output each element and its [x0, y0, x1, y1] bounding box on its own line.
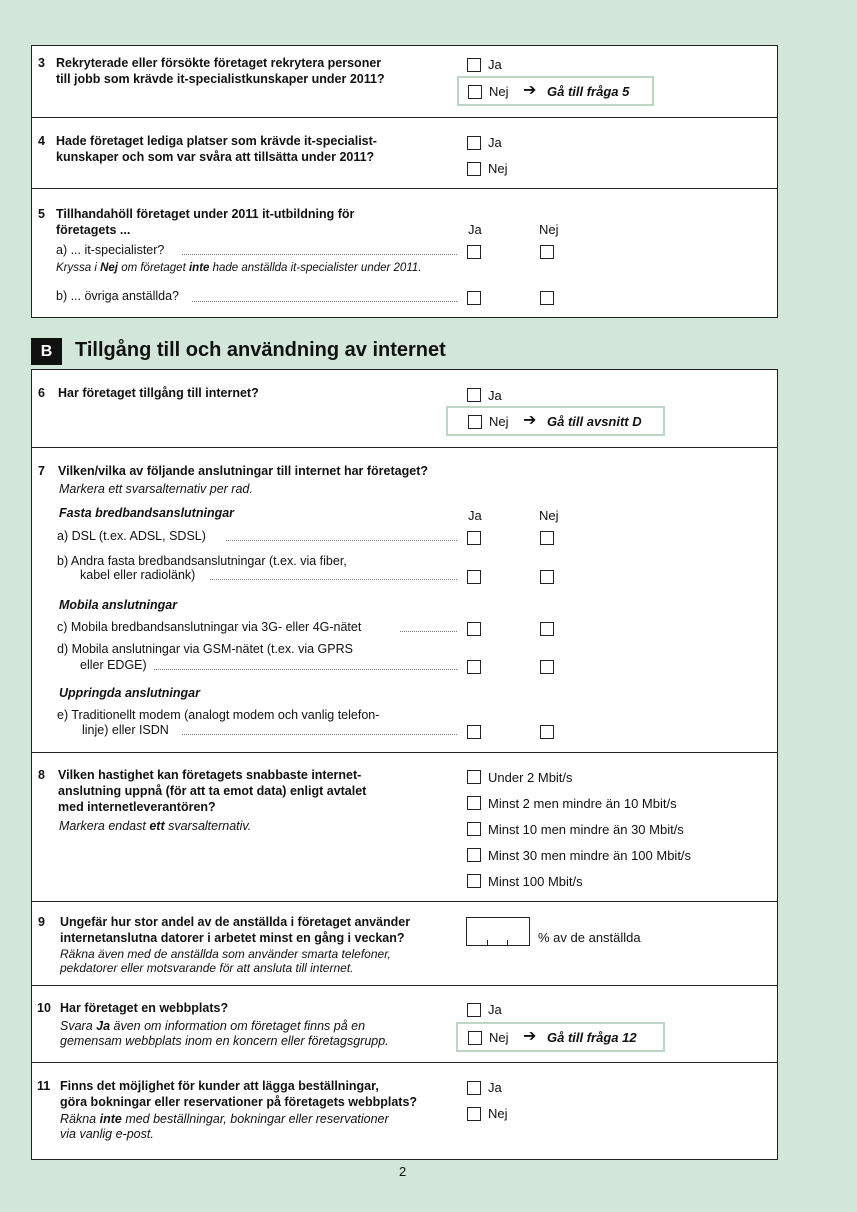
q7d-yes-checkbox[interactable] [467, 660, 481, 674]
q10-note: Svara Ja även om information om företaget finns på en gemensam webbplats inom en koncern eller företagsgrupp. [60, 1019, 389, 1048]
page-number: 2 [399, 1164, 407, 1179]
section-title: Tillgång till och användning av internet [75, 339, 446, 361]
q3-no-label: Nej [489, 84, 509, 99]
q6-number: 6 [38, 386, 45, 400]
q8-note: Markera endast ett svarsalternativ. [59, 819, 252, 833]
q8-question: Vilken hastighet kan företagets snabbaste internet- anslutning uppnå (för att ta emot data) enligt avtalet med internetleverantören? [58, 768, 367, 814]
q5a-yes-checkbox[interactable] [467, 245, 481, 259]
q11-question: Finns det möjlighet för kunder att lägga beställningar, göra bokningar eller reservationer på företagets webbplats? [60, 1079, 418, 1109]
q8-option-3-checkbox[interactable] [467, 822, 481, 836]
q7-item-c: c) Mobila bredbandsanslutningar via 3G- eller 4G-nätet [57, 620, 362, 634]
q7e-yes-checkbox[interactable] [467, 725, 481, 739]
q11-no-label: Nej [488, 1106, 508, 1121]
q10-question: Har företaget en webbplats? [60, 1001, 229, 1015]
q3-number: 3 [38, 56, 45, 70]
leader-dots [226, 540, 457, 541]
divider [32, 117, 777, 118]
q8-option-2-checkbox[interactable] [467, 796, 481, 810]
q6-question: Har företaget tillgång till internet? [58, 386, 259, 400]
q7-item-e-line2: linje) eller ISDN [82, 723, 169, 737]
q5a-no-checkbox[interactable] [540, 245, 554, 259]
q7-item-d-line1: d) Mobila anslutningar via GSM-nätet (t.ex. via GPRS [57, 642, 353, 656]
q6-yes-label: Ja [488, 388, 502, 403]
q3-question [56, 55, 385, 87]
q7-item-b-line1: b) Andra fasta bredbandsanslutningar (t.ex. via fiber, [57, 554, 347, 568]
q6-no-label: Nej [489, 414, 509, 429]
q10-goto: Gå till fråga 12 [547, 1030, 637, 1045]
q4-no-label: Nej [488, 161, 508, 176]
q7a-no-checkbox[interactable] [540, 531, 554, 545]
q4-question [56, 133, 377, 165]
q4-line2: kunskaper och som var svåra att tillsätta under 2011? [56, 150, 375, 164]
q7b-yes-checkbox[interactable] [467, 570, 481, 584]
q7c-no-checkbox[interactable] [540, 622, 554, 636]
section-letter-badge: B [31, 338, 62, 365]
divider [32, 1062, 777, 1063]
q5-col-yes: Ja [468, 222, 482, 237]
q8-option-5-checkbox[interactable] [467, 874, 481, 888]
leader-dots [154, 669, 457, 670]
q7-fixed-heading: Fasta bredbandsanslutningar [59, 506, 235, 520]
leader-dots [400, 631, 457, 632]
leader-dots [210, 579, 457, 580]
q7-item-e-line1: e) Traditionellt modem (analogt modem och vanlig telefon- [57, 708, 380, 722]
arrow-right-icon: ➔ [523, 412, 537, 429]
digit-tick [487, 940, 488, 945]
divider [32, 901, 777, 902]
q6-goto: Gå till avsnitt D [547, 414, 642, 429]
q9-unit-label: % av de anställda [538, 930, 641, 945]
q8-option-4-label: Minst 30 men mindre än 100 Mbit/s [488, 848, 692, 863]
q5-item-a: a) ... it-specialister? [56, 243, 165, 257]
q7-item-d-line2: eller EDGE) [80, 658, 147, 672]
q8-option-3-label: Minst 10 men mindre än 30 Mbit/s [488, 822, 684, 837]
q8-option-1-label: Under 2 Mbit/s [488, 770, 573, 785]
q8-number: 8 [38, 768, 45, 782]
q10-no-label: Nej [489, 1030, 509, 1045]
q10-yes-label: Ja [488, 1002, 502, 1017]
q7-mobile-heading: Mobila anslutningar [59, 598, 178, 612]
q10-number: 10 [37, 1001, 51, 1015]
q9-question: Ungefär hur stor andel av de anställda i företaget använder internetanslutna datorer i arbetet minst en gång i veckan? [60, 915, 411, 945]
leader-dots [182, 254, 457, 255]
q7-number: 7 [38, 464, 45, 478]
q6-yes-checkbox[interactable] [467, 388, 481, 402]
leader-dots [192, 301, 457, 302]
q5-item-b: b) ... övriga anställda? [56, 289, 179, 303]
q11-no-checkbox[interactable] [467, 1107, 481, 1121]
q7-col-no: Nej [539, 508, 559, 523]
q3-yes-label: Ja [488, 57, 502, 72]
q8-option-1-checkbox[interactable] [467, 770, 481, 784]
q4-no-checkbox[interactable] [467, 162, 481, 176]
divider [32, 188, 777, 189]
q9-percent-input[interactable] [466, 917, 530, 946]
q10-no-checkbox[interactable] [468, 1031, 482, 1045]
q7d-no-checkbox[interactable] [540, 660, 554, 674]
q3-line1: Rekryterade eller försökte företaget rekrytera personer [56, 56, 382, 70]
arrow-right-icon: ➔ [523, 82, 537, 99]
q5-line1: Tillhandahöll företaget under 2011 it-utbildning för [56, 207, 355, 221]
q7-item-b-line2: kabel eller radiolänk) [80, 568, 196, 582]
q7-dialup-heading: Uppringda anslutningar [59, 686, 200, 700]
q5-line2: företagets ... [56, 223, 131, 237]
q11-number: 11 [37, 1079, 51, 1093]
q4-number: 4 [38, 134, 45, 148]
divider [32, 985, 777, 986]
q5-number: 5 [38, 207, 45, 221]
q3-goto: Gå till fråga 5 [547, 84, 630, 99]
q11-yes-label: Ja [488, 1080, 502, 1095]
q3-yes-checkbox[interactable] [467, 58, 481, 72]
q3-no-checkbox[interactable] [468, 85, 482, 99]
q11-note: Räkna inte med beställningar, bokningar eller reservationer via vanlig e-post. [60, 1112, 389, 1141]
q5b-no-checkbox[interactable] [540, 291, 554, 305]
questions-6-11-box [31, 369, 778, 1160]
questions-3-5-box [31, 45, 778, 318]
q8-option-4-checkbox[interactable] [467, 848, 481, 862]
q3-line2: till jobb som krävde it-specialistkunskaper under 2011? [56, 72, 385, 86]
q5-question [56, 206, 354, 238]
q8-option-5-label: Minst 100 Mbit/s [488, 874, 583, 889]
q6-no-checkbox[interactable] [468, 415, 482, 429]
q7-col-yes: Ja [468, 508, 482, 523]
q4-line1: Hade företaget lediga platser som krävde it-specialist- [56, 134, 377, 148]
q10-yes-checkbox[interactable] [467, 1003, 481, 1017]
q6-skip-box [446, 406, 665, 436]
q7-item-a: a) DSL (t.ex. ADSL, SDSL) [57, 529, 206, 543]
q5-col-no: Nej [539, 222, 559, 237]
q7c-yes-checkbox[interactable] [467, 622, 481, 636]
divider [32, 752, 777, 753]
arrow-right-icon: ➔ [523, 1028, 537, 1045]
q5b-yes-checkbox[interactable] [467, 291, 481, 305]
q3-skip-box [457, 76, 654, 106]
q7a-yes-checkbox[interactable] [467, 531, 481, 545]
q7-question: Vilken/vilka av följande anslutningar till internet har företaget? [58, 464, 428, 478]
q4-yes-checkbox[interactable] [467, 136, 481, 150]
q8-option-2-label: Minst 2 men mindre än 10 Mbit/s [488, 796, 677, 811]
q9-number: 9 [38, 915, 45, 929]
leader-dots [182, 734, 457, 735]
q4-yes-label: Ja [488, 135, 502, 150]
q5a-note: Kryssa i Nej om företaget inte hade anställda it-specialister under 2011. [56, 262, 422, 274]
q7-note: Markera ett svarsalternativ per rad. [59, 482, 253, 496]
q9-note: Räkna även med de anställda som använder smarta telefoner, pekdatorer eller motsvarande för att ansluta till internet. [60, 947, 391, 975]
digit-tick [507, 940, 508, 945]
q7e-no-checkbox[interactable] [540, 725, 554, 739]
divider [32, 447, 777, 448]
q7b-no-checkbox[interactable] [540, 570, 554, 584]
q11-yes-checkbox[interactable] [467, 1081, 481, 1095]
q10-skip-box [456, 1022, 665, 1052]
